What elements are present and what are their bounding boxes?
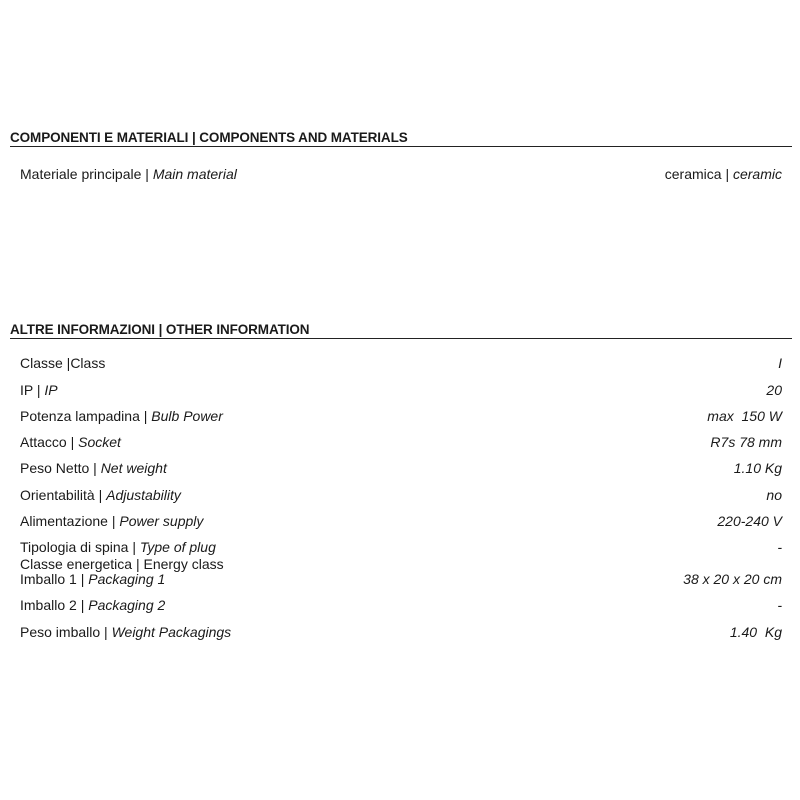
spec-value: - (777, 597, 782, 613)
spec-label-it: Imballo 1 | (20, 571, 89, 587)
spec-label-en: Bulb Power (151, 408, 223, 424)
spec-label (20, 511, 203, 531)
spec-label-en: Type of plug (139, 539, 216, 555)
spec-row-socket (20, 432, 782, 452)
spec-value-en: ceramic (732, 166, 782, 182)
spec-label-it: Tipologia di spina | (20, 539, 140, 555)
spec-label (20, 622, 231, 642)
spec-label (20, 595, 165, 615)
spec-label (20, 353, 105, 373)
spec-value (665, 164, 782, 184)
spec-label-en: Power supply (119, 513, 204, 529)
spec-row-packaging-1 (20, 569, 782, 589)
spec-label-it: Peso imballo | (20, 624, 112, 640)
spec-value: max 150 W (707, 408, 782, 424)
spec-label-en: Adjustability (106, 487, 181, 503)
spec-label-it: Materiale principale | (20, 166, 153, 182)
spec-label-en: Socket (78, 434, 121, 450)
spec-label-it: Imballo 2 | (20, 597, 89, 613)
spec-label (20, 569, 165, 589)
spec-row-power-supply (20, 511, 782, 531)
spec-label-it: Alimentazione | (20, 513, 120, 529)
spec-value: 1.40 Kg (729, 624, 782, 640)
spec-label-en: Weight Packagings (111, 624, 232, 640)
spec-label-it: IP | (20, 382, 45, 398)
spec-row-net-weight (20, 458, 782, 478)
spec-label-it: Peso Netto | (20, 460, 101, 476)
spec-value: 220-240 V (717, 513, 782, 529)
spec-row-main-material (20, 164, 782, 184)
spec-label-it: Attacco | (20, 434, 79, 450)
spec-label (20, 406, 223, 426)
spec-label-it: Orientabilità | (20, 487, 107, 503)
spec-label-it: Classe |Class (20, 355, 106, 371)
spec-label (20, 164, 237, 184)
spec-value: R7s 78 mm (710, 434, 782, 450)
spec-label-en: Packaging 2 (88, 597, 166, 613)
spec-value-it: ceramica | (664, 166, 733, 182)
spec-label (20, 458, 167, 478)
spec-label-en: IP (44, 382, 58, 398)
spec-label-it: Potenza lampadina | (20, 408, 152, 424)
spec-row-class (20, 353, 782, 373)
spec-value: 38 x 20 x 20 cm (683, 571, 782, 587)
spec-value: 20 (766, 382, 782, 398)
spec-value: - (777, 539, 782, 555)
spec-label-en: Net weight (100, 460, 167, 476)
components-section-title: COMPONENTI E MATERIALI | COMPONENTS AND MATERIALS (10, 130, 792, 147)
spec-label-en: Main material (152, 166, 237, 182)
spec-value: 1.10 Kg (733, 460, 782, 476)
spec-row-ip (20, 380, 782, 400)
clipped-row-text: Classe energetica | Energy class (20, 556, 224, 572)
other-info-section-title: ALTRE INFORMAZIONI | OTHER INFORMATION (10, 322, 792, 339)
spec-row-packaging-2 (20, 595, 782, 615)
spec-row-bulb-power (20, 406, 782, 426)
spec-label (20, 380, 58, 400)
spec-value: I (778, 355, 782, 371)
spec-label (20, 432, 121, 452)
spec-value: no (766, 487, 782, 503)
spec-row-packaging-weight (20, 622, 782, 642)
spec-row-adjustability (20, 485, 782, 505)
spec-label-en: Packaging 1 (88, 571, 166, 587)
spec-label (20, 485, 181, 505)
